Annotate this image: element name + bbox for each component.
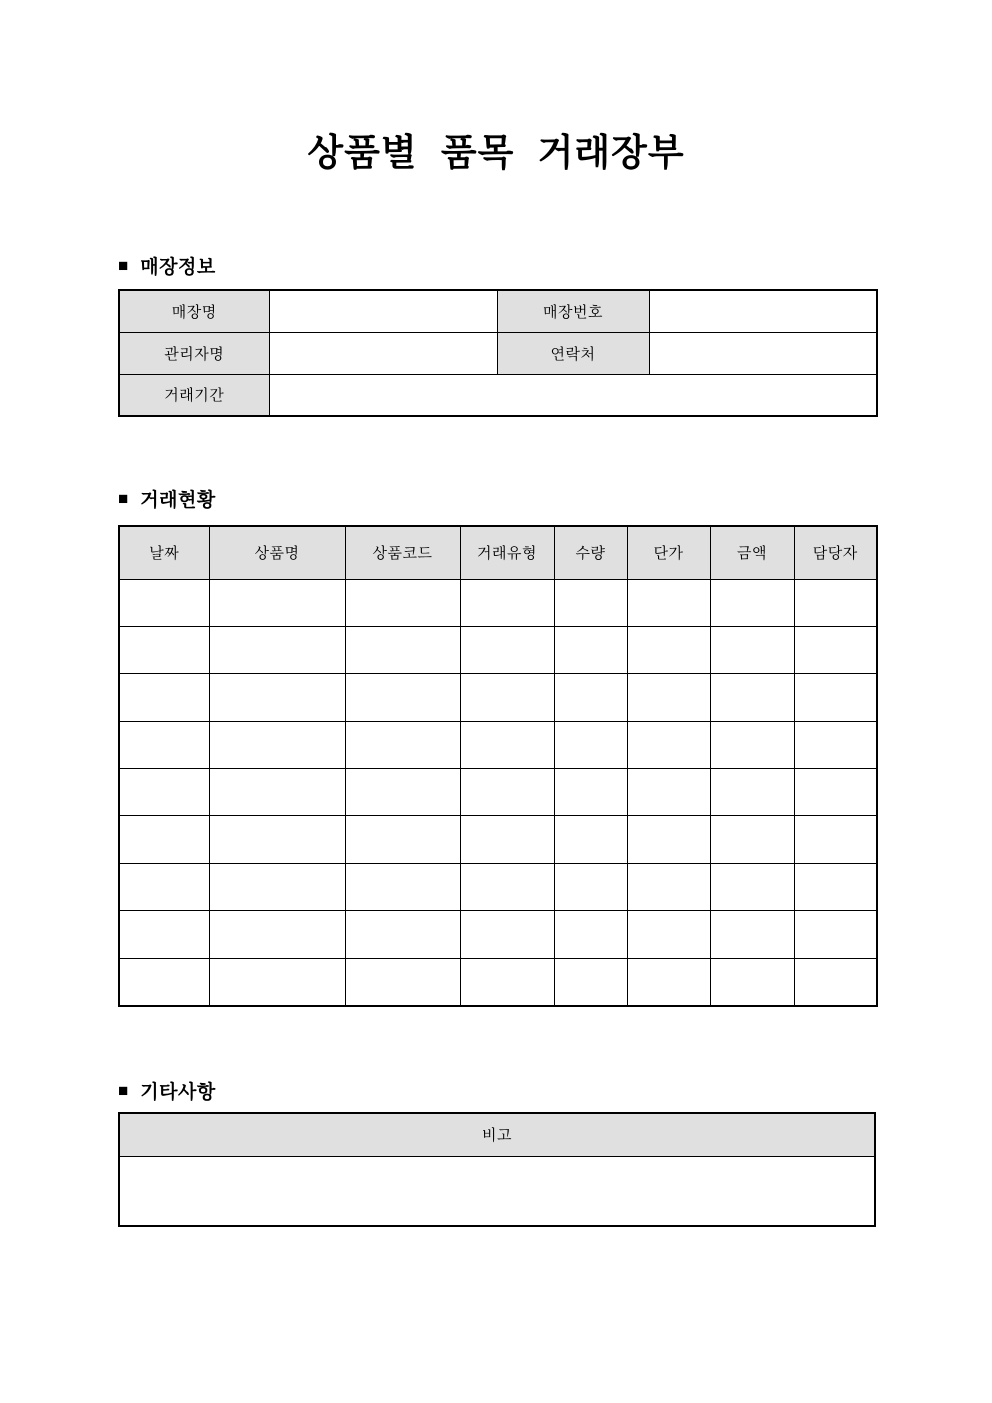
value-cell-transaction-period — [269, 374, 877, 416]
empty-cell — [345, 579, 460, 626]
empty-cell — [710, 674, 794, 721]
empty-cell — [794, 863, 877, 910]
table-row — [119, 958, 877, 1005]
empty-cell — [794, 579, 877, 626]
empty-cell — [710, 911, 794, 958]
empty-cell — [119, 863, 209, 910]
empty-cell — [460, 626, 554, 673]
empty-cell — [554, 626, 627, 673]
empty-cell — [627, 579, 710, 626]
empty-cell — [627, 863, 710, 910]
empty-cell — [627, 769, 710, 816]
empty-cell — [554, 721, 627, 768]
empty-cell — [119, 816, 209, 863]
empty-cell — [710, 863, 794, 910]
section-heading-label: 매장정보 — [140, 257, 216, 278]
empty-cell — [119, 769, 209, 816]
empty-cell — [119, 911, 209, 958]
empty-cell — [119, 958, 209, 1005]
table-row — [119, 290, 877, 332]
empty-cell — [345, 816, 460, 863]
empty-cell — [209, 911, 345, 958]
table-row — [119, 816, 877, 863]
label-cell-transaction-period: 거래기간 — [119, 374, 269, 416]
empty-cell — [460, 958, 554, 1005]
column-header-transaction-type: 거래유형 — [460, 526, 554, 579]
table-row — [119, 1156, 875, 1226]
remarks-body-cell — [119, 1156, 875, 1226]
black-square-bullet-icon: ■ — [118, 255, 129, 275]
empty-cell — [119, 721, 209, 768]
empty-cell — [627, 911, 710, 958]
table-header-row — [119, 1113, 875, 1156]
empty-cell — [710, 626, 794, 673]
empty-cell — [554, 911, 627, 958]
table-row — [119, 769, 877, 816]
empty-cell — [794, 958, 877, 1005]
label-cell-manager-name: 관리자명 — [119, 332, 269, 374]
table-row — [119, 911, 877, 958]
column-header-product-name: 상품명 — [209, 526, 345, 579]
empty-cell — [627, 626, 710, 673]
empty-cell — [345, 674, 460, 721]
label-cell-store-number: 매장번호 — [497, 290, 649, 332]
empty-cell — [554, 674, 627, 721]
empty-cell — [554, 579, 627, 626]
section-heading-label: 거래현황 — [140, 490, 216, 511]
empty-cell — [710, 579, 794, 626]
section-heading-store-info — [118, 252, 216, 279]
empty-cell — [209, 769, 345, 816]
empty-cell — [209, 958, 345, 1005]
label-cell-contact: 연락처 — [497, 332, 649, 374]
empty-cell — [554, 769, 627, 816]
empty-cell — [554, 863, 627, 910]
empty-cell — [627, 816, 710, 863]
empty-cell — [460, 816, 554, 863]
empty-cell — [460, 721, 554, 768]
column-header-amount: 금액 — [710, 526, 794, 579]
empty-cell — [209, 626, 345, 673]
empty-cell — [345, 769, 460, 816]
empty-cell — [460, 911, 554, 958]
black-square-bullet-icon: ■ — [118, 1080, 129, 1100]
empty-cell — [345, 721, 460, 768]
empty-cell — [794, 816, 877, 863]
empty-cell — [345, 911, 460, 958]
page-title: 상품별 품목 거래장부 — [307, 132, 685, 173]
section-heading-notes — [118, 1077, 216, 1104]
value-cell-contact — [649, 332, 877, 374]
column-header-unit-price: 단가 — [627, 526, 710, 579]
empty-cell — [794, 721, 877, 768]
notes-table — [118, 1112, 876, 1227]
empty-cell — [345, 863, 460, 910]
empty-cell — [209, 579, 345, 626]
empty-cell — [794, 911, 877, 958]
column-header-date: 날짜 — [119, 526, 209, 579]
empty-cell — [794, 674, 877, 721]
section-heading-transactions — [118, 485, 216, 512]
empty-cell — [209, 721, 345, 768]
value-cell-manager-name — [269, 332, 497, 374]
empty-cell — [345, 958, 460, 1005]
value-cell-store-name — [269, 290, 497, 332]
empty-cell — [460, 769, 554, 816]
empty-cell — [554, 816, 627, 863]
table-row — [119, 579, 877, 626]
black-square-bullet-icon: ■ — [118, 488, 129, 508]
table-row — [119, 332, 877, 374]
table-row — [119, 674, 877, 721]
table-row — [119, 374, 877, 416]
table-row — [119, 863, 877, 910]
empty-cell — [627, 958, 710, 1005]
empty-cell — [460, 674, 554, 721]
empty-cell — [554, 958, 627, 1005]
store-info-table — [118, 289, 878, 417]
empty-cell — [345, 626, 460, 673]
empty-cell — [209, 816, 345, 863]
empty-cell — [119, 674, 209, 721]
empty-cell — [209, 863, 345, 910]
empty-cell — [119, 579, 209, 626]
empty-cell — [119, 626, 209, 673]
table-header-row — [119, 526, 877, 579]
empty-cell — [710, 769, 794, 816]
empty-cell — [209, 674, 345, 721]
column-header-quantity: 수량 — [554, 526, 627, 579]
column-header-person-in-charge: 담당자 — [794, 526, 877, 579]
empty-cell — [627, 721, 710, 768]
empty-cell — [710, 721, 794, 768]
table-row — [119, 721, 877, 768]
empty-cell — [460, 579, 554, 626]
column-header-remarks: 비고 — [119, 1113, 875, 1156]
table-row — [119, 626, 877, 673]
empty-cell — [794, 769, 877, 816]
empty-cell — [627, 674, 710, 721]
value-cell-store-number — [649, 290, 877, 332]
empty-cell — [710, 816, 794, 863]
column-header-product-code: 상품코드 — [345, 526, 460, 579]
empty-cell — [460, 863, 554, 910]
section-heading-label: 기타사항 — [140, 1082, 216, 1103]
empty-cell — [710, 958, 794, 1005]
empty-cell — [794, 626, 877, 673]
transactions-table — [118, 525, 878, 1007]
label-cell-store-name: 매장명 — [119, 290, 269, 332]
